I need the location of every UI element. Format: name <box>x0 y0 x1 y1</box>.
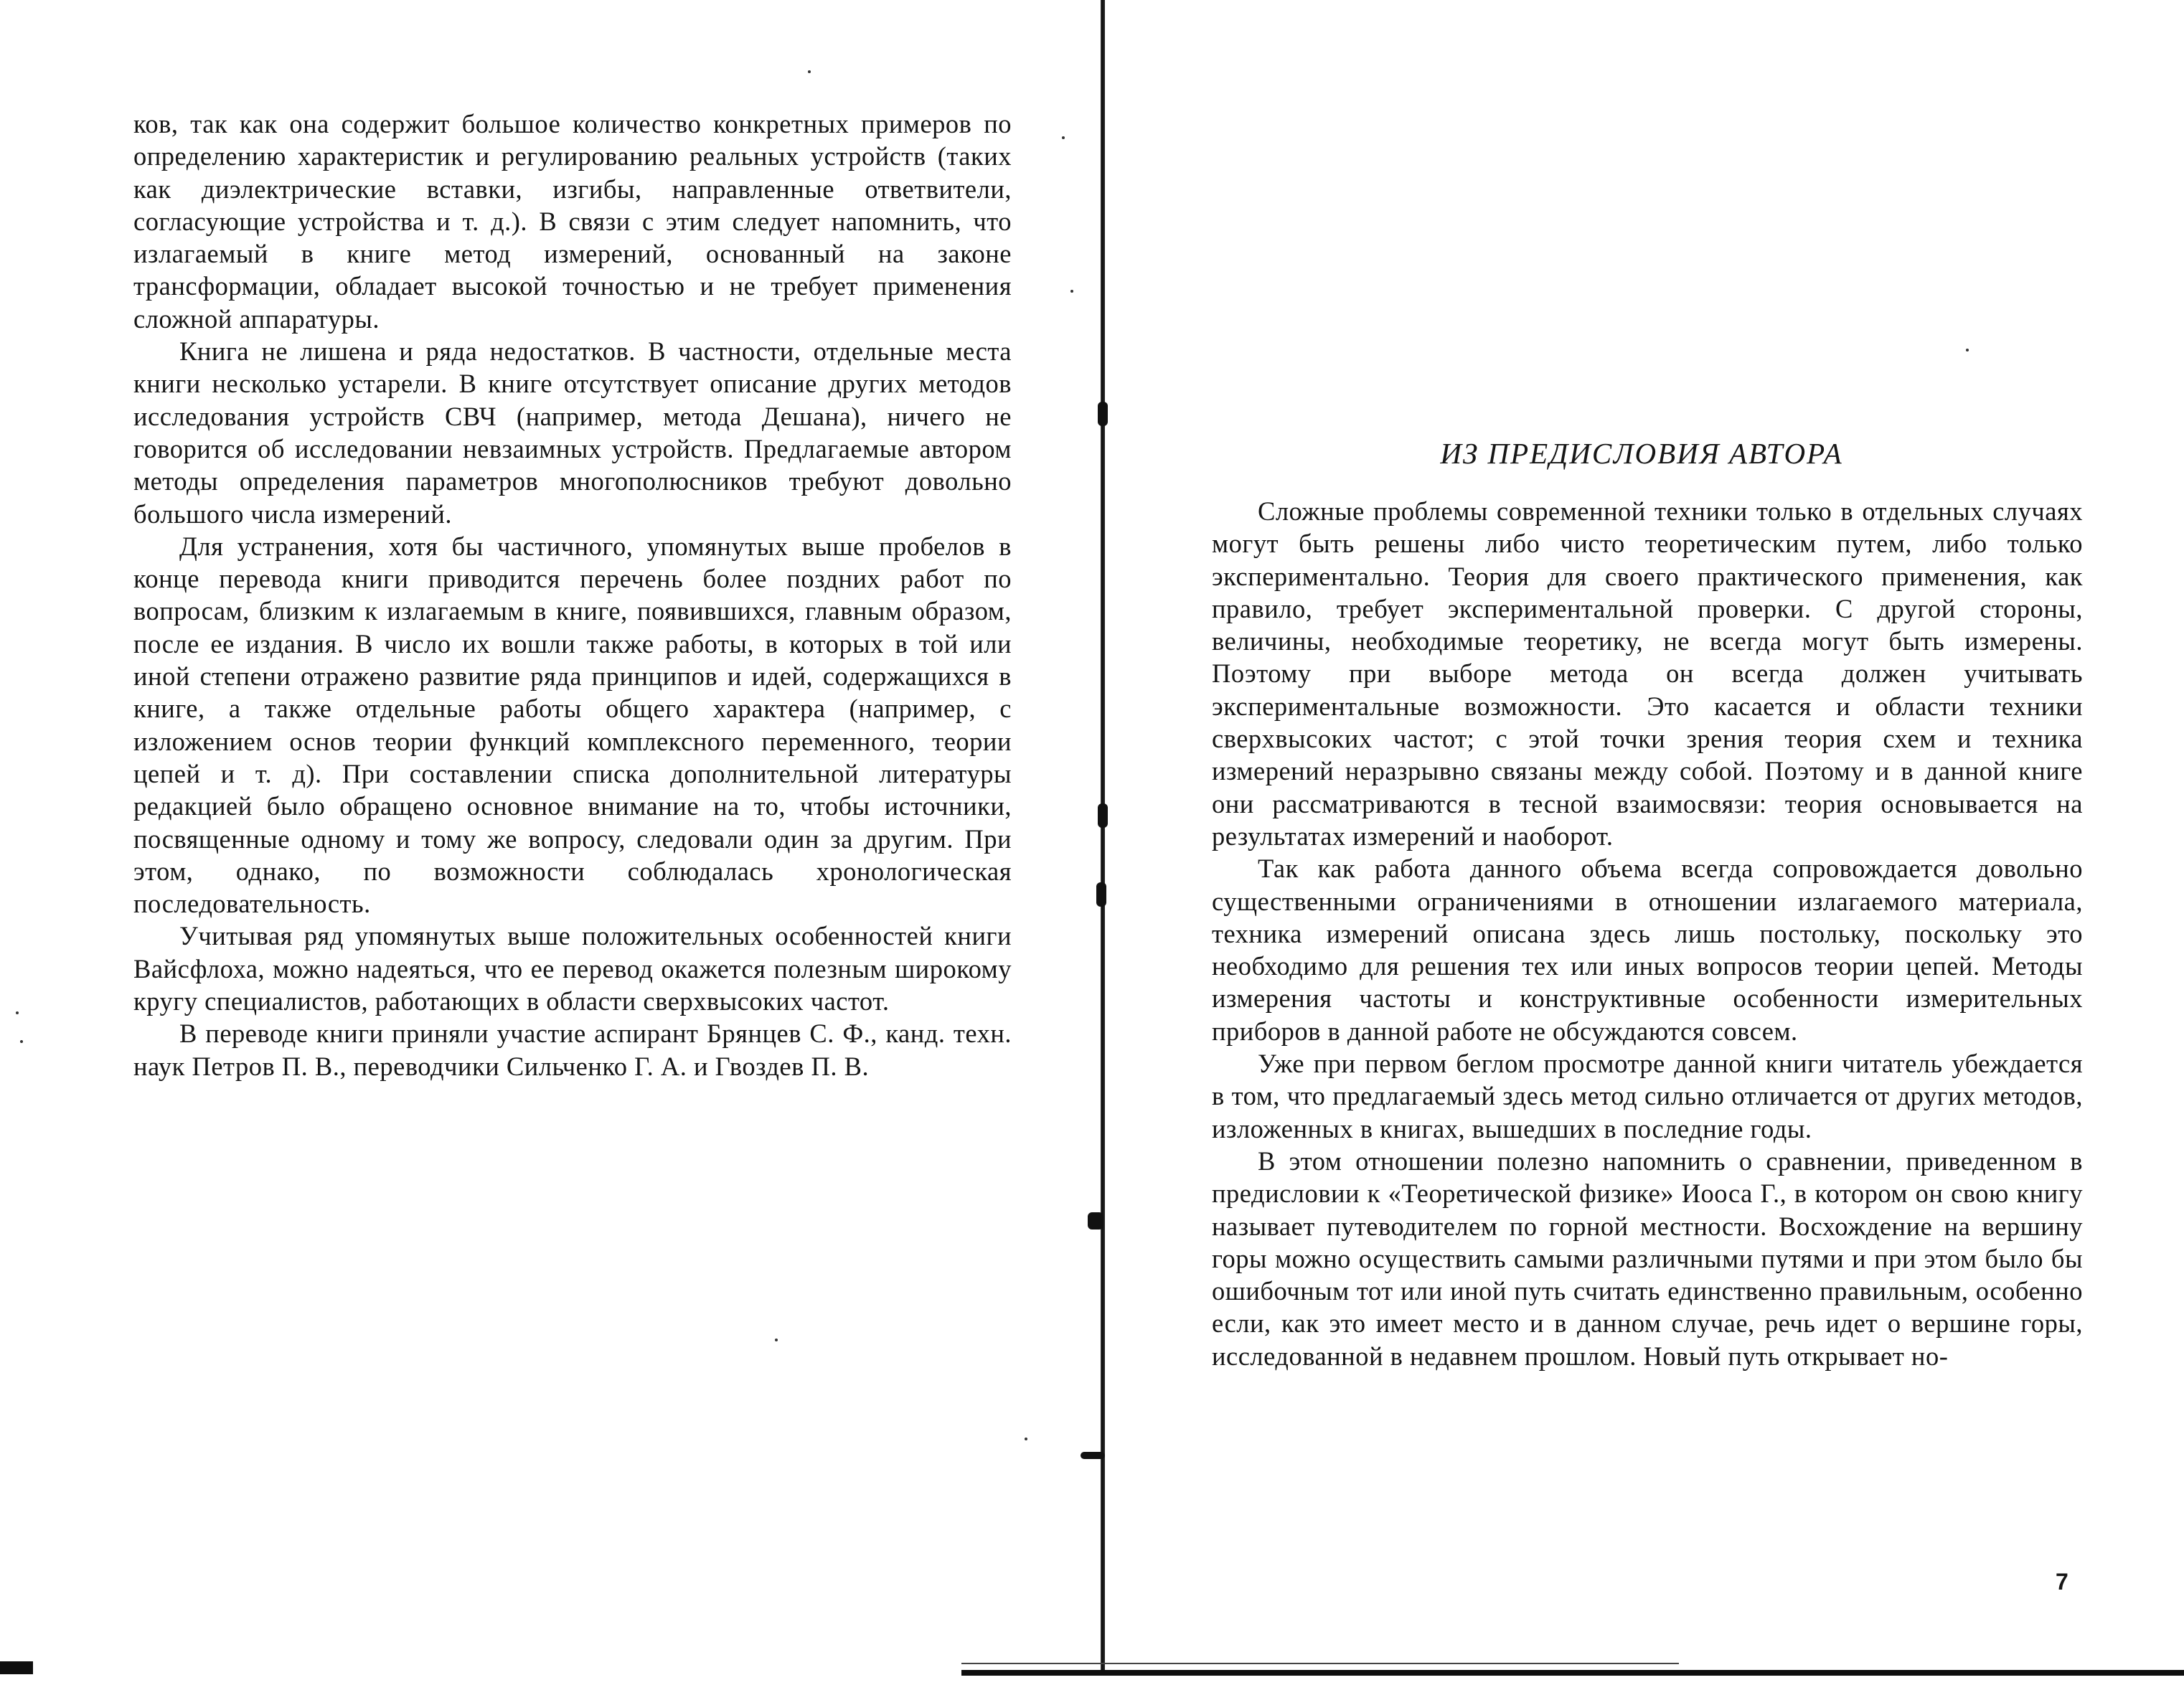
gutter-blot <box>1081 1452 1105 1459</box>
left-paragraph-1: ков, так как она содержит большое количество конкретных примеров по определению характеристик и регулированию реальных устройств (таких как диэлектрические вставки, изгибы, направленные ответвители, согласующие устройства и т. д.). В связи с этим следует напомнить, что излагаемый в книге метод измерений, основанный на законе трансформации, обладает высокой точностью и не требует применения сложной аппаратуры. <box>133 109 1012 334</box>
right-paragraph-2: Так как работа данного объема всегда сопровождается довольно существенными ограничениями в отношении излагаемого материала, техника измерений описана здесь лишь постольку, поскольку это необходимо для решения тех или иных вопросов теории цепей. Методы измерения частоты и конструктивные особенности измерительных приборов в данной работе не обсуждаются совсем. <box>1212 854 2083 1046</box>
left-page-text <box>133 108 1012 1082</box>
scan-speck <box>808 70 811 73</box>
gutter-blot <box>1088 1212 1103 1229</box>
right-paragraph-3: Уже при первом беглом просмотре данной книги читатель убеждается в том, что предлагаемый здесь метод сильно отличается от других методов, изложенных в книгах, вышедших в последние годы. <box>1212 1049 2083 1143</box>
page-bottom-edge-thin <box>961 1663 1679 1664</box>
scan-speck <box>775 1339 778 1341</box>
left-paragraph-2: Книга не лишена и ряда недостатков. В частности, отдельные места книги несколько устарели. В книге отсутствует описание других методов исследования устройств СВЧ (например, метода Дешана), ничего не говорится об исследовании невзаимных устройств. Предлагаемые автором методы определения параметров многополюсников требуют довольно большого числа измерений. <box>133 336 1012 529</box>
scan-speck <box>16 1011 19 1014</box>
scan-speck <box>1966 349 1969 351</box>
page-number: 7 <box>2056 1569 2068 1595</box>
scan-corner-mark <box>0 1661 33 1674</box>
left-page <box>0 0 1091 1685</box>
page-bottom-edge <box>961 1670 2184 1676</box>
left-paragraph-5: В переводе книги приняли участие аспирант Брянцев С. Ф., канд. техн. наук Петров П. В., переводчики Сильченко Г. А. и Гвоздев П. В. <box>133 1019 1012 1081</box>
scan-speck <box>1025 1438 1027 1440</box>
left-paragraph-3: Для устранения, хотя бы частичного, упомянутых выше пробелов в конце перевода книги приводится перечень более поздних работ по вопросам, близким к излагаемым в книге, появившихся, главным образом, после ее издания. В число их вошли также работы, в которых в той или иной степени отражено развитие ряда принципов и идей, содержащихся в книге, а также отдельные работы общего характера (например, с изложением основ теории функций комплексного переменного, теории цепей и т. д). При составлении списка дополнительной литературы редакцией было обращено основное внимание на то, чтобы источники, посвященные одному и тому же вопросу, следовали один за другим. При этом, однако, по возможности соблюдалась хронологическая последовательность. <box>133 531 1012 919</box>
scan-speck <box>1070 290 1073 293</box>
scan-speck <box>1062 136 1065 139</box>
right-paragraph-1: Сложные проблемы современной техники только в отдельных случаях могут быть решены либо чисто теоретическим путем, либо только экспериментально. Теория для своего практического применения, как правило, требует экспериментальной проверки. С другой стороны, величины, необходимые теоретику, не всегда могут быть измерены. Поэтому при выборе метода он всегда должен учитывать экспериментальные возможности. Это касается и области техники сверхвысоких частот; с этой точки зрения теория схем и техника измерений неразрывно связаны между собой. Поэтому и в данной книге они рассматриваются в тесной взаимосвязи: теория основывается на результатах измерений и наоборот. <box>1212 496 2083 851</box>
right-page <box>1105 0 2184 1685</box>
left-paragraph-4: Учитывая ряд упомянутых выше положительных особенностей книги Вайсфлоха, можно надеяться, что ее перевод окажется полезным широкому кругу специалистов, работающих в области сверхвысоких частот. <box>133 921 1012 1016</box>
right-paragraph-4: В этом отношении полезно напомнить о сравнении, приведенном в предисловии к «Теоретической физике» Иооса Г., в котором он свою книгу называет путеводителем по горной местности. Восхождение на вершину горы можно осуществить самыми различными путями и при этом было бы ошибочным тот или иной путь считать единственно правильным, особенно если, как это имеет место и в данном случае, речь идет о вершине горы, исследованной в недавнем прошлом. Новый путь открывает но- <box>1212 1146 2083 1371</box>
right-page-text <box>1212 495 2083 1372</box>
scan-speck <box>20 1040 23 1043</box>
chapter-heading: ИЗ ПРЕДИСЛОВИЯ АВТОРА <box>1440 437 1843 470</box>
